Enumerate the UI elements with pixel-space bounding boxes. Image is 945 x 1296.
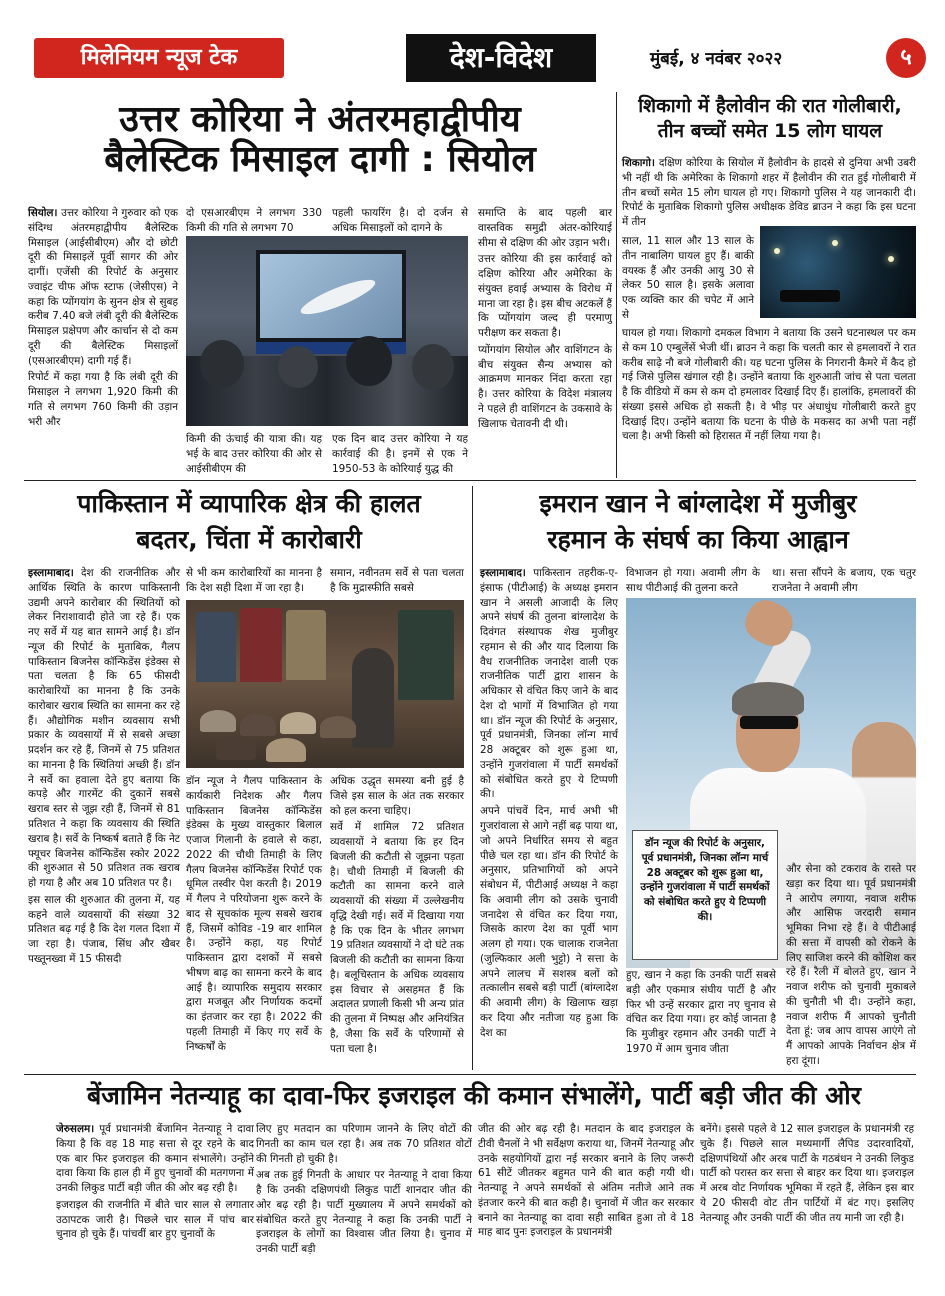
masthead [34,34,914,86]
korea-col2-bottom: किमी की ऊंचाई की यात्रा की। यह भई के बाद उत्तर कोरिया की ओर से आईसीबीएम की [186,433,322,475]
brand-name: मिलेनियम न्यूज टेक [34,38,284,78]
korea-col2-top: दो एसआरबीएम ने लगभग 330 किमी की गति से लगभग 70 [186,207,322,234]
column-divider [616,92,617,478]
sunglasses [740,716,798,729]
pakistan-col3-p2: सर्वे में शामिल 72 प्रतिशत व्यवसायों ने बताया कि हर दिन बिजली की कटौती से जूझना पड़ता है। चौथी तिमाही में बिजली की कटौती का सामना करने वाले व्यवसायों की संख्या में उल्लेखनीय वृद्धि देखी गई। सर्वे में दिखाया गया है कि एक दिन के भीतर लगभग 19 प्रतिशत व्यवसायों ने दो घंटे तक बिजली की कटौती का सामना किया है। बलूचिस्तान के अधिक व्यवसाय इस विचार से असहमत हैं कि अदालत प्रणाली किसी भी अन्य प्रांत की तुलना में निष्पक्ष और अनियंत्रित है, जैसा कि सर्वे के परिणामों से पता चला है। [330,821,464,1055]
wool-cap [280,712,316,734]
korea-col1-text: उत्तर कोरिया ने गुरुवार को एक संदिग्ध अंतरमहाद्वीपीय बैलेस्टिक मिसाइल (आईसीबीएम) और दो छोटी दूरी की मिसाइलें पूर्वी सागर की ओर दागीं। एजेंसी की रिपोर्ट के अनुसार ज्वाइंट चीफ ऑफ स्टाफ (जेसीएस) ने कहा कि प्योंगयांग के सुनन क्षेत्र से सुबह करीब 7.40 बजे लंबी दूरी की बैलेस्टिक मिसाइल प्रक्षेपण और कार्चान से दो कम दूरी की बैलेस्टिक मिसाइलों (एसआरबीएम) दागी गई हैं। [28,207,178,367]
pakistan-col1-p2: इस साल की शुरुआत की तुलना में, यह कहने वाले व्यवसायों की संख्या 32 प्रतिशत बढ़ गई है कि देश गलत दिशा में जा रहा है। पंजाब, सिंध और खैबर पख्तूनख्वा में 15 फीसदी [28,893,180,965]
korea-col1 [28,206,178,431]
hanging-jacket [240,608,282,682]
chicago-crime-scene-photo [760,226,916,318]
person-head [278,346,318,388]
israel-col2-text: लिए हुए मतदान का परिणाम जानने के लिए वोटों की गिनती का काम चल रहा है। अब तक 70 प्रतिशत वोटों की गिनती हो चुकी है। [256,1123,472,1165]
pakistan-col3-text: अधिक उद्धृत समस्या बनी हुई है जिसे इस साल के अंत तक सरकार को हल करना चाहिए। [330,775,464,817]
chicago-text-bottom: घायल हो गया। शिकागो दमकल विभाग ने बताया कि उसने घटनास्थल पर कम से कम 10 एम्बुलेंसें भेजी थीं। ब्राउन ने कहा कि चलती कार से हमलावरों ने रात करीब साढ़े नौ बजे गोलीबारी की। यह घटना पुलिस के निगरानी कैमरे में कैद हो गई जिसे पुलिस खंगाल रही है। उन्होंने बताया कि शुरुआती जांच से पता चलता है कि वीडियो में कम से कम दो हमलावर दिखाई दिए हैं। हालांकि, हमलावरों की संख्या इससे अधिक हो सकती है। वे भीड़ पर अंधाधुंध गोलीबारी करते हुए दिखाई दिए। उन्होंने बताया कि घटना के पीछे के मकसद का अभी पता नहीं चला है। अभी किसी को हिरासत में नहीं लिया गया है। [622,327,916,443]
pakistan-col1-text: देश की राजनीतिक और आर्थिक स्थिति के कारण पाकिस्तानी उद्यमी अपने कारोबार की स्थितियों को लेकर निराशावादी होते जा रहे हैं। एक नए सर्वे में यह बात सामने आई है। डॉन न्यूज की रिपोर्ट के मुताबिक, गैलप पाकिस्तान बिजनेस कॉन्फिडेंस इंडेक्स से पता चलता है कि 65 फीसदी कारोबारियों का मानना है कि उनके कारोबार खराब स्थिति का सामना कर रहे हैं। औद्योगिक मशीन व्यवसाय सभी प्रकार के व्यवसायों में से सबसे अच्छा प्रदर्शन कर रहे हैं, जिनमें से 75 प्रतिशत का मानना है कि स्थितियां अच्छी हैं। डॉन ने सर्वे का हवाला देते हुए बताया कि कपड़े और गारमेंट की दुकानें सबसे खराब स्तर से जूझ रही हैं, जिनमें से 81 प्रतिशत ने कहा कि व्यवसाय की स्थिति खराब है। सर्वे के निष्कर्ष बताते हैं कि नेट फ्यूचर बिजनेस कॉन्फिडेंस स्कोर 2022 की शुरुआत से 50 प्रतिशत तक खराब हो गया है और अब 10 प्रतिशत पर है। [28,567,180,890]
shopkeeper [352,648,394,748]
korea-headline-line1: उत्तर कोरिया ने अंतरमहाद्वीपीय [119,99,521,140]
street-light [774,248,780,254]
section-title: देश-विदेश [406,34,596,82]
issue-date: मुंबई, ४ नवंबर २०२२ [650,49,783,69]
imran-col2-top: विभाजन हो गया। अवामी लीग के साथ पीटीआई की तुलना करते [626,567,760,594]
section-divider [24,1074,916,1075]
pakistan-headline-line2: बदतर, चिंता में कारोबारी [136,525,362,555]
tv-screen [256,250,406,342]
imran-headline [480,486,916,559]
pakistan-headline-line1: पाकिस्तान में व्यापारिक क्षेत्र की हालत [77,489,421,518]
korea-col4 [478,206,612,433]
person-head [412,344,454,390]
israel-col4: बनेंगे। इससे पहले वे 12 साल इजराइल के प्रधानमंत्री रह चुके हैं। पिछले साल मध्यमार्गी लैपिड उदारवादियों, दक्षिणपंथियों और अरब पार्टी के गठबंधन ने उनकी लिकुड पार्टी को परास्त कर सत्ता से बाहर कर दिया था। इजराइल में अरब वोट निर्णायक भूमिका में रहते हैं, लेकिन इस बार ये 20 फीसदी वोट तीन पार्टियों में बंट गए। इसलिए नेतन्याहू और उनकी पार्टी की जीत तय मानी जा रही है। [700,1123,914,1224]
imran-right-text: और सेना को टकराव के रास्ते पर खड़ा कर दिया था। पूर्व प्रधानमंत्री ने आरोप लगाया, नवाज शरीफ और आसिफ जरदारी समान भूमिका निभा रहे हैं। वे पीटीआई की सत्ता में वापसी को रोकने के लिए साजिश करने की कोशिश कर रहे हैं। रैली में बोलते हुए, खान ने नवाज शरीफ को चुनावी मुकाबले की चुनौती भी दी। उन्होंने कहा, नवाज शरीफ मैं आपको चुनौती देता हूं: जब आप वापस आएंगे तो मैं आपको आपके निर्वाचन क्षेत्र में हरा दूंगा। [786,863,916,1067]
section-divider [24,480,916,481]
korea-col1-p2: रिपोर्ट में कहा गया है कि लंबी दूरी की मिसाइल ने लगभग 1,920 किमी की गति से लगभग 760 किमी की उड़ान भरी और [28,371,178,428]
israel-col1-p2: इजराइल की राजनीति में बीते चार साल से लगातार उठापटक जारी है। पिछले चार साल में पांच बार चुनाव हो चुके हैं। पांचवीं बार हुए चुनावों के [56,1198,254,1241]
korea-missile-photo [186,236,468,426]
pakistan-col3-top: समान, नवीनतम सर्वे से पता चलता है कि मुद्रास्फीति सबसे [330,567,464,594]
korea-headline [28,100,612,181]
imran-bottom-text: हुए, खान ने कहा कि उनकी पार्टी सबसे बड़ी और एकमात्र संघीय पार्टी है और फिर भी उन्हें सरकार द्वारा नए चुनाव से वंचित कर दिया गया। हर कोई जानता है कि मुजीबुर रहमान और उनकी पार्टी ने 1970 में आम चुनाव जीता [626,969,776,1055]
korea-col4-p2: उत्तर कोरिया की इस कार्रवाई को दक्षिण कोरिया और अमेरिका के संयुक्त हवाई अभ्यास के विरोध में माना जा रहा है। इस बीच अटकलें हैं कि प्योंगयांग जल्द ही परमाणु परीक्षण कर सकता है। [478,253,612,340]
hanging-jacket [286,610,326,680]
chicago-headline-line2: तीन बच्चों समेत 15 लोग घायल [657,119,883,142]
car [780,290,840,302]
korea-col3-bottom: एक दिन बाद उत्तर कोरिया ने यह कार्रवाई की है। इनमें से एक ने 1950-53 के कोरियाई युद्ध की [332,433,468,475]
pakistan-col3-bottom [330,774,464,1059]
imran-col1 [480,566,618,1043]
hanging-jacket [196,612,236,682]
imran-headline-line2: रहमान के संघर्ष का किया आह्वान [547,525,849,555]
israel-dateline: जेरुसलम। [56,1123,95,1135]
missile-trail [298,274,379,321]
pakistan-col2-bottom: डॉन न्यूज ने गैलप पाकिस्तान के कार्यकारी निदेशक और गैलप पाकिस्तान बिजनेस कॉन्फिडेंस इंडेक्स के मुख्य वास्तुकार बिलाल एजाज गिलानी के हवाले से कहा, 2022 की चौथी तिमाही के लिए गैलप बिजनेस कॉन्फिडेंस रिपोर्ट एक धूमिल तस्वीर पेश करती है। 2019 में गैलप ने परियोजना शुरू करने के बाद से सूचकांक मूल्य सबसे खराब हैं, जिसमें कोविड -19 बार शामिल है। उन्होंने कहा, यह रिपोर्ट पाकिस्तान द्वारा दशकों में सबसे भीषण बाढ़ का सामना करने के बाद आई है। व्यापारिक समुदाय सरकार द्वारा मजबूत और निर्णायक कदमों का इंतजार कर रहा है। 2022 की पहली तिमाही में किए गए सर्वे के निष्कर्षों के [186,775,322,1053]
wool-cap [266,738,306,762]
imran-dateline: इस्लामाबाद। [480,567,526,579]
chicago-headline [620,94,920,143]
pakistan-headline [24,486,474,559]
israel-col2 [256,1122,472,1259]
chicago-headline-line1: शिकागो में हैलोवीन की रात गोलीबारी, [638,95,902,117]
israel-col2-p2: अब तक हुई गिनती के आधार पर नेतन्याहू ने दावा किया है कि उनकी दक्षिणपंथी लिकुड पार्टी शानदार जीत की ओर बढ़ रही है। पार्टी मुख्यालय में अपने समर्थकों को संबोधित करते हुए नेतन्याहू ने कहा कि उनकी पार्टी ने इजराइल के लोगों का विश्वास जीत लिया है। चुनाव में उनकी पार्टी बड़ी [256,1169,472,1256]
israel-col1-text: पूर्व प्रधानमंत्री बेंजामिन नेतन्याहू ने दावा किया है कि वह 18 माह सत्ता से दूर रहने के बाद एक बार फिर इजराइल की कमान संभालेंगे। उन्होंने दावा किया कि हाल ही में हुए चुनावों की मतगणना में उनकी लिकुड पार्टी बड़ी जीत की ओर बढ़ रही है। [56,1123,254,1195]
street-light [888,256,894,262]
imran-col1-text: पाकिस्तान तहरीक-ए-इंसाफ (पीटीआई) के अध्यक्ष इमरान खान ने असली आजादी के लिए अपने संघर्ष की तुलना बांग्लादेश के दिवंगत संस्थापक शेख मुजीबुर रहमान से की और याद दिलाया कि वैध राजनीतिक जनादेश वाली एक राजनीतिक पार्टी द्वारा शासन के अधिकार से वंचित किए जाने के बाद देश दो भागों में विभाजित हो गया था। डॉन न्यूज की रिपोर्ट के अनुसार, पूर्व प्रधानमंत्री, जिनका लॉन्ग मार्च 28 अक्टूबर को शुरू हुआ था, उन्होंने गुजरांवाला में पार्टी समर्थकों को संबोधित करते हुए ये टिप्पणी की। [480,567,618,801]
imran-headline-line1: इमरान खान ने बांग्लादेश में मुजीबुर [539,489,857,518]
person-head [346,336,392,386]
column-divider [472,486,473,1070]
wool-cap [320,716,356,738]
hair [732,682,804,716]
chicago-text-top-body: दक्षिण कोरिया के सियोल में हैलोवीन के हादसे से दुनिया अभी उबरी भी नहीं थी कि अमेरिका के शिकागो शहर में हैलोवीन की रात हुई गोलीबारी में तीन बच्चों समेत 15 लोग घायल हो गए। शिकागो पुलिस ने यह जानकारी दी। रिपोर्ट के मुताबिक शिकागो पुलिस अधीक्षक डेविड ब्राउन ने कहा कि इस घटना में तीन [622,157,916,229]
pakistan-col1 [28,566,180,969]
korea-dateline: सियोल। [28,207,58,219]
israel-col3: जीत की ओर बढ़ रही है। मतदान के बाद इजराइल के टीवी चैनलों ने भी सर्वेक्षण कराया था, जिनमें नेतन्याहू और उनके सहयोगियों द्वारा नई सरकार बनाने के लिए जरूरी 61 सीटें जीतकर बहुमत पाने की बात कही गयी थी। नेतन्याहू ने अपने समर्थकों से अंतिम नतीजे आने तक इंतजार करने की बात कही है। चुनावों में जीत कर सरकार बनाने का नेतन्याहू का दावा सही साबित हुआ तो वे 18 माह बाद पुनः इजराइल के प्रधानमंत्री [478,1123,694,1239]
wool-cap [240,714,276,736]
street-light [832,240,838,246]
israel-headline: बेंजामिन नेतन्याहू का दावा-फिर इजराइल की कमान संभालेंगे, पार्टी बड़ी जीत की ओर [87,1081,861,1110]
pakistan-col2-top: से भी कम कारोबारियों का मानना है कि देश सही दिशा में जा रहा है। [186,567,322,594]
korea-col3-top: पहली फायरिंग है। दो दर्जन से अधिक मिसाइलों को दागने के [332,207,468,234]
korea-col4-text: समाप्ति के बाद पहली बार वास्तविक समुद्री अंतर-कोरियाई सीमा से दक्षिण की ओर उड़ान भरी। [478,207,612,249]
pakistan-dateline: इस्लामाबाद। [28,567,74,579]
imran-col1-p2: अपने पांचवें दिन, मार्च अभी भी गुजरांवाला से आगे नहीं बढ़ पाया था, जो अपने निर्धारित समय से बहुत पीछे चल रहा था। डॉन की रिपोर्ट के अनुसार, प्रतिभागियों को अपने संबोधन में, पीटीआई अध्यक्ष ने कहा कि अवामी लीग को उसके चुनावी जनादेश से वंचित कर दिया गया, जिसके कारण देश का पूर्वी भाग अलग हो गया। एक चालाक राजनेता (जुल्फिकार अली भुट्टो) ने सत्ता के अपने लालच में सशस्त्र बलों को तत्कालीन सबसे बड़ी पार्टी (बांग्लादेश की अवामी लीग) के खिलाफ खड़ा कर दिया और नतीजा यह हुआ कि देश का [480,805,618,1039]
pakistan-market-photo [186,600,464,768]
person-head [200,340,244,388]
chicago-text-top [622,156,916,230]
wool-cap [216,736,256,760]
hanging-jacket [398,610,454,700]
israel-col1 [56,1122,254,1244]
korea-col4-p3: प्योंगयांग सियोल और वाशिंगटन के बीच संयुक्त सैन्य अभ्यास को आक्रमण मानकर निंदा करता रहा है। उत्तर कोरिया के विदेश मंत्रालय ने पहले ही वाशिंगटन के उकसावे के खिलाफ चेतावनी दी थी। [478,343,612,430]
photo-caption: डॉन न्यूज की रिपोर्ट के अनुसार, पूर्व प्रधानमंत्री, जिनका लॉन्ग मार्च 28 अक्टूबर को शुरू हुआ था, उन्होंने गुजरांवाला में पार्टी समर्थकों को संबोधित करते हुए ये टिप्पणी की। [632,830,778,960]
page-number: ५ [886,38,926,78]
wool-cap [200,710,236,732]
korea-headline-line2: बैलेस्टिक मिसाइल दागी : सियोल [104,139,536,181]
chicago-dateline: शिकागो। [622,157,655,169]
imran-col3-top: था। सत्ता सौंपने के बजाय, एक चतुर राजनेता ने अवामी लीग [772,567,916,594]
chicago-text-side: साल, 11 साल और 13 साल के तीन नाबालिग घायल हुए हैं। बाकी वयस्क हैं और उनकी आयु 30 से लेकर 50 साल है। इसके अलावा एक व्यक्ति कार की चपेट में आने से [622,235,754,321]
